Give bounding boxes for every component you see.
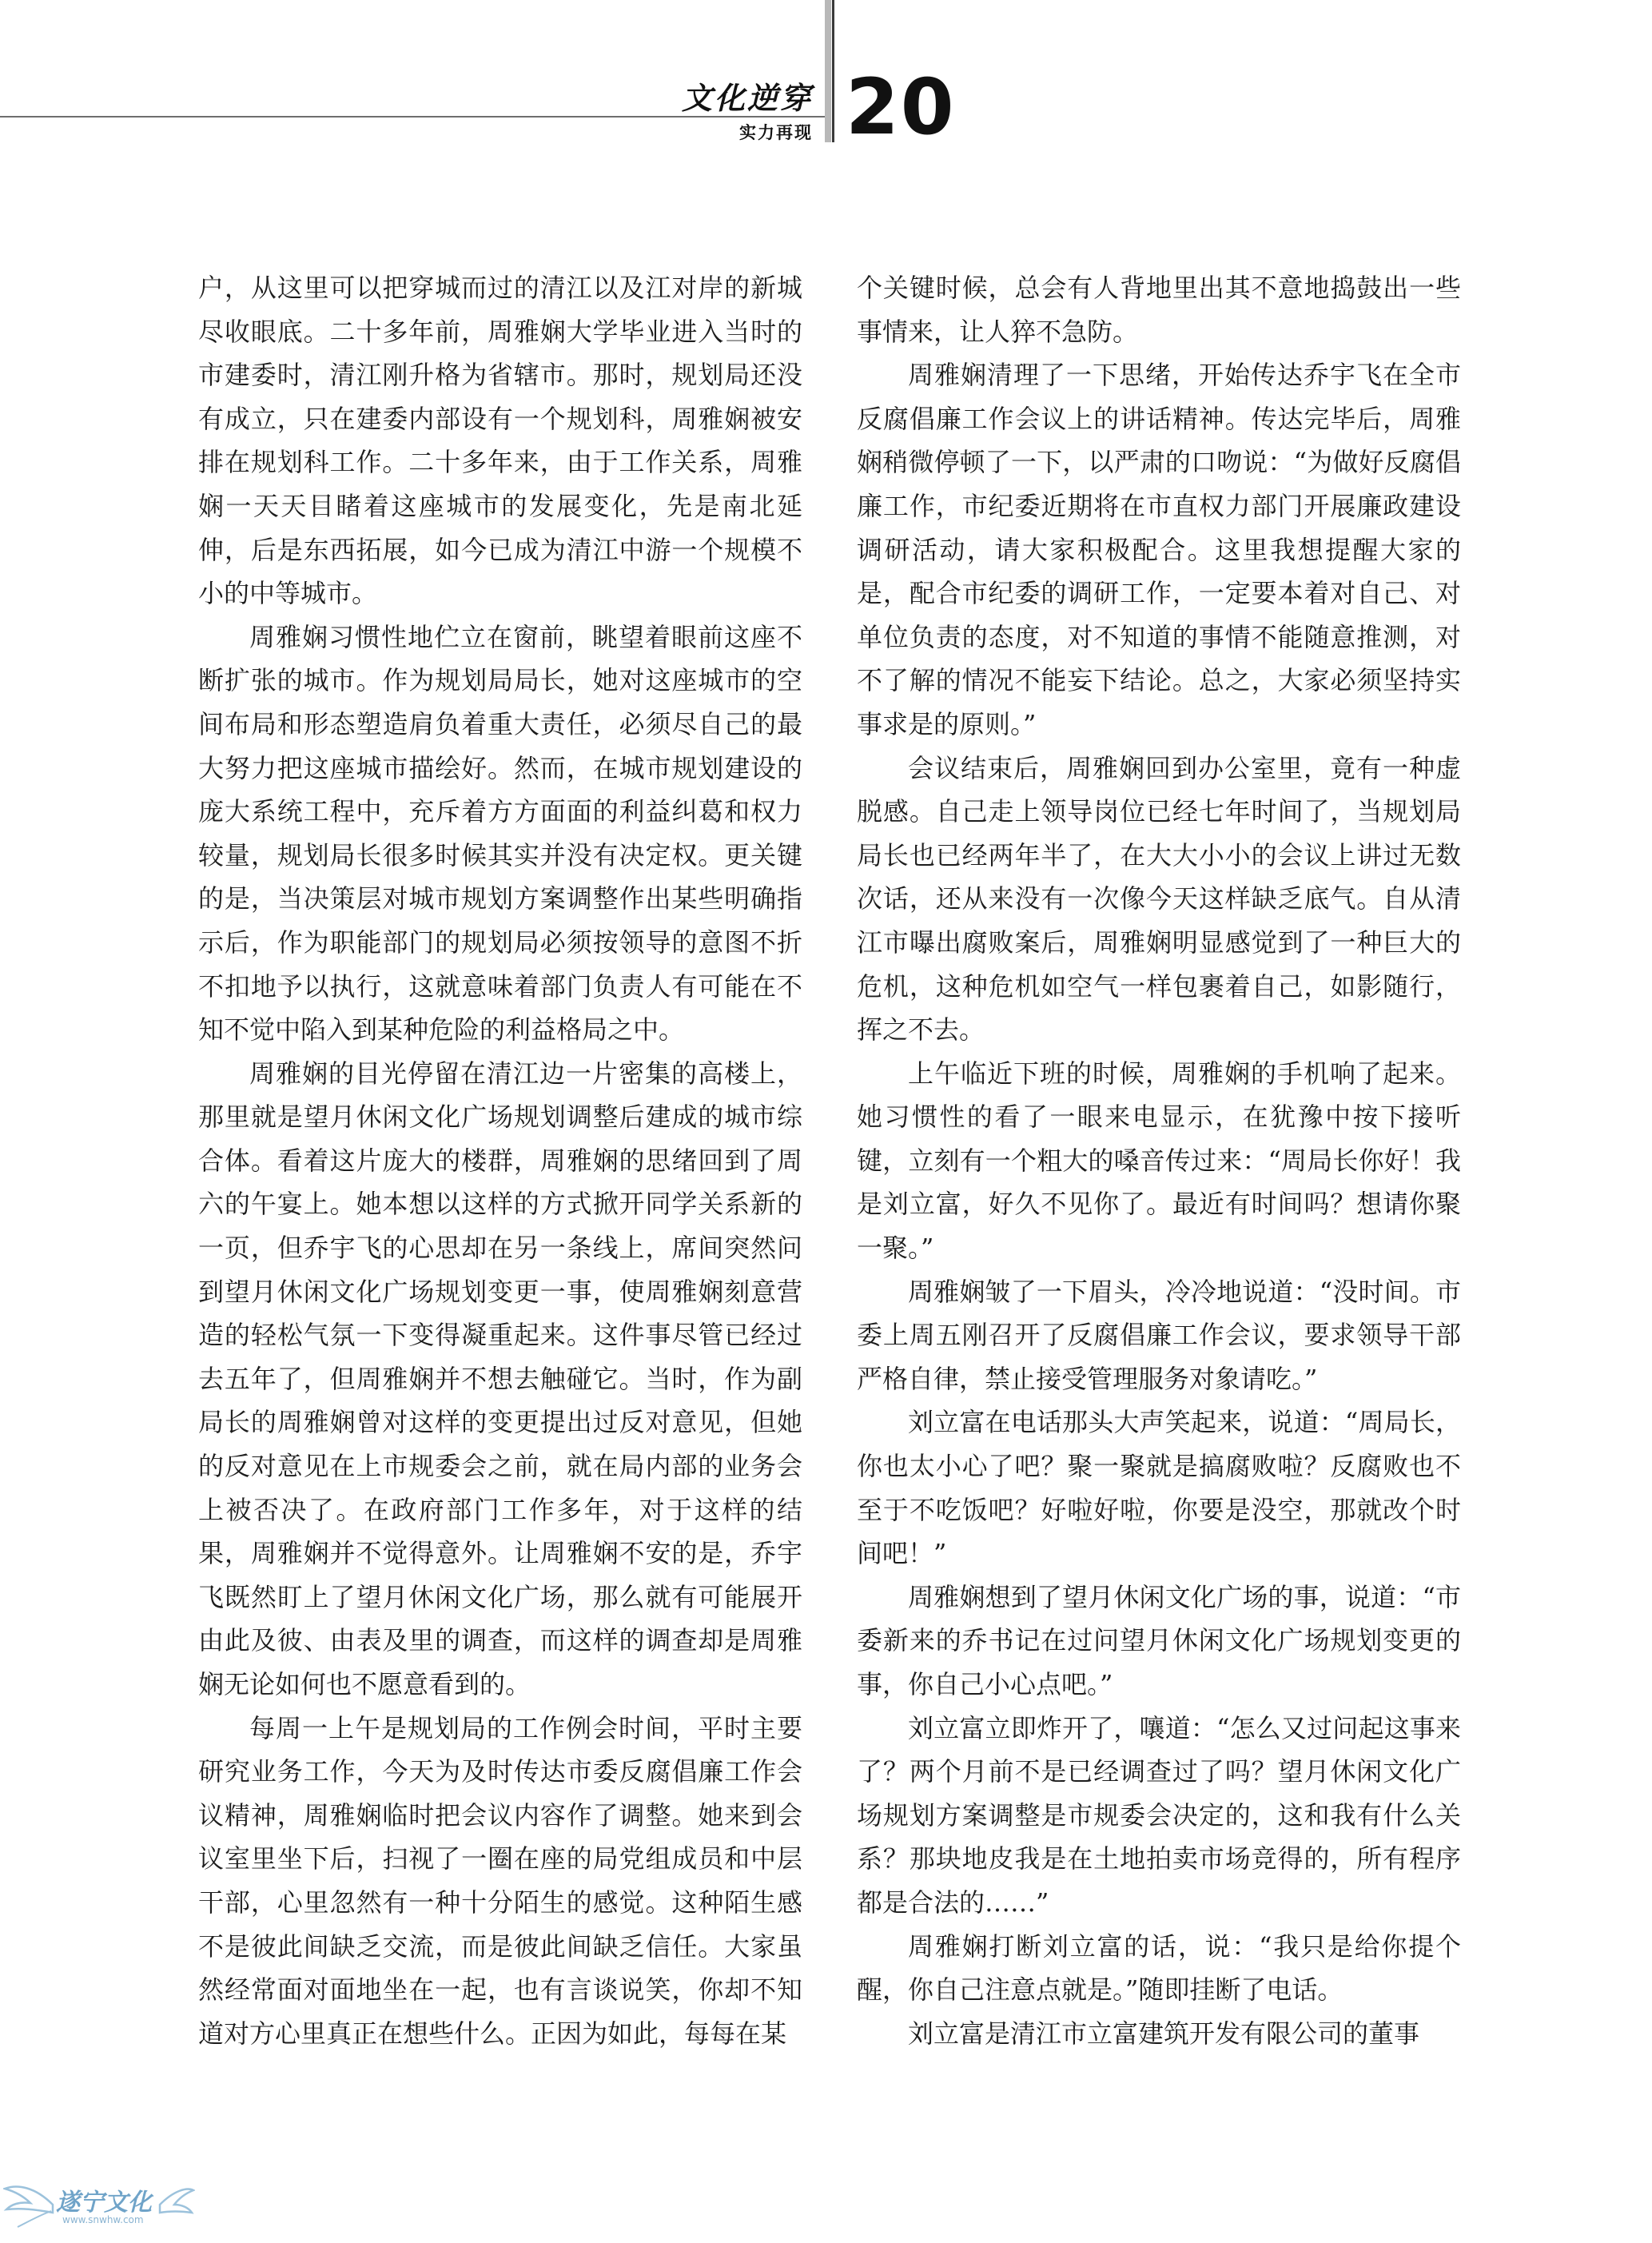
right-text-column	[857, 266, 1461, 2055]
paragraph: 刘立富是清江市立富建筑开发有限公司的董事	[908, 2018, 1420, 2049]
page-number: 20	[846, 62, 956, 152]
watermark-url: www.snwhw.com	[62, 2214, 144, 2225]
header-vertical-bar-dark	[832, 0, 834, 142]
paragraph: 周雅娴打断刘立富的话，说：“我只是给你提个醒，你自己注意点就是。”随即挂断了电话。	[857, 1930, 1461, 2006]
paragraph: 周雅娴皱了一下眉头，冷冷地说道：“没时间。市委上周五刚召开了反腐倡廉工作会议，要求领导干部严格自律，禁止接受管理服务对象请吃。”	[857, 1276, 1461, 1394]
watermark-logo	[3, 2181, 243, 2237]
column-title: 文化逆穿	[681, 81, 813, 116]
left-text-column	[198, 266, 802, 2055]
paragraph: 周雅娴的目光停留在清江边一片密集的高楼上，那里就是望月休闲文化广场规划调整后建成的城市综合体。看着这片庞大的楼群，周雅娴的思绪回到了周六的午宴上。她本想以这样的方式掀开同学关系新的一页，但乔宇飞的心思却在另一条线上，席间突然问到望月休闲文化广场规划变更一事，使周雅娴刻意营造的轻松气氛一下变得凝重起来。这件事尽管已经过去五年了，但周雅娴并不想去触碰它。当时，作为副局长的周雅娴曾对这样的变更提出过反对意见，但她的反对意见在上市规委会之前，就在局内部的业务会上被否决了。在政府部门工作多年，对于这样的结果，周雅娴并不觉得意外。让周雅娴不安的是，乔宇飞既然盯上了望月休闲文化广场，那么就有可能展开由此及彼、由表及里的调查，而这样的调查却是周雅娴无论如何也不愿意看到的。	[198, 1058, 802, 1699]
paragraph: 会议结束后，周雅娴回到办公室里，竟有一种虚脱感。自己走上领导岗位已经七年时间了，当规划局局长也已经两年半了，在大大小小的会议上讲过无数次话，还从来没有一次像今天这样缺乏底气。自从清江市曝出腐败案后，周雅娴明显感觉到了一种巨大的危机，这种危机如空气一样包裹着自己，如影随行，挥之不去。	[857, 752, 1461, 1046]
paragraph: 每周一上午是规划局的工作例会时间，平时主要研究业务工作，今天为及时传达市委反腐倡廉工作会议精神，周雅娴临时把会议内容作了调整。她来到会议室里坐下后，扫视了一圈在座的局党组成员和中层干部，心里忽然有一种十分陌生的感觉。这种陌生感不是彼此间缺乏交流，而是彼此间缺乏信任。大家虽然经常面对面地坐在一起，也有言谈说笑，你却不知道对方心里真正在想些什么。正因为如此，每每在某	[198, 1712, 802, 2049]
paragraph: 周雅娴清理了一下思绪，开始传达乔宇飞在全市反腐倡廉工作会议上的讲话精神。传达完毕后，周雅娴稍微停顿了一下，以严肃的口吻说：“为做好反腐倡廉工作，市纪委近期将在市直权力部门开展廉政建设调研活动，请大家积极配合。这里我想提醒大家的是，配合市纪委的调研工作，一定要本着对自己、对单位负责的态度，对不知道的事情不能随意推测，对不了解的情况不能妄下结论。总之，大家必须坚持实事求是的原则。”	[857, 360, 1461, 739]
paragraph: 户，从这里可以把穿城而过的清江以及江对岸的新城尽收眼底。二十多年前，周雅娴大学毕业进入当时的市建委时，清江刚升格为省辖市。那时，规划局还没有成立，只在建委内部设有一个规划科，周雅娴被安排在规划科工作。二十多年来，由于工作关系，周雅娴一天天目睹着这座城市的发展变化，先是南北延伸，后是东西拓展，如今已成为清江中游一个规模不小的中等城市。	[198, 273, 802, 609]
paragraph: 刘立富立即炸开了，嚷道：“怎么又过问起这事来了？两个月前不是已经调查过了吗？望月休闲文化广场规划方案调整是市规委会决定的，这和我有什么关系？那块地皮我是在土地拍卖市场竞得的，所有程序都是合法的……”	[857, 1712, 1461, 1918]
paragraph: 周雅娴想到了望月休闲文化广场的事，说道：“市委新来的乔书记在过问望月休闲文化广场规划变更的事，你自己小心点吧。”	[857, 1581, 1461, 1699]
paragraph: 个关键时候，总会有人背地里出其不意地捣鼓出一些事情来，让人猝不急防。	[857, 273, 1461, 347]
header-vertical-bar	[825, 0, 831, 142]
watermark-name: 遂宁文化	[56, 2189, 152, 2217]
column-subtitle: 实力再现	[739, 123, 813, 142]
paragraph: 刘立富在电话那头大声笑起来，说道：“周局长，你也太小心了吧？聚一聚就是搞腐败啦？反腐败也不至于不吃饭吧？好啦好啦，你要是没空，那就改个时间吧！”	[857, 1407, 1461, 1569]
paragraph: 周雅娴习惯性地伫立在窗前，眺望着眼前这座不断扩张的城市。作为规划局局长，她对这座城市的空间布局和形态塑造肩负着重大责任，必须尽自己的最大努力把这座城市描绘好。然而，在城市规划建设的庞大系统工程中，充斥着方方面面的利益纠葛和权力较量，规划局长很多时候其实并没有决定权。更关键的是，当决策层对城市规划方案调整作出某些明确指示后，作为职能部门的规划局必须按领导的意图不折不扣地予以执行，这就意味着部门负责人有可能在不知不觉中陷入到某种危险的利益格局之中。	[198, 621, 802, 1046]
paragraph: 上午临近下班的时候，周雅娴的手机响了起来。她习惯性的看了一眼来电显示，在犹豫中按下接听键，立刻有一个粗大的嗓音传过来：“周局长你好！我是刘立富，好久不见你了。最近有时间吗？想请你聚一聚。”	[857, 1058, 1461, 1264]
